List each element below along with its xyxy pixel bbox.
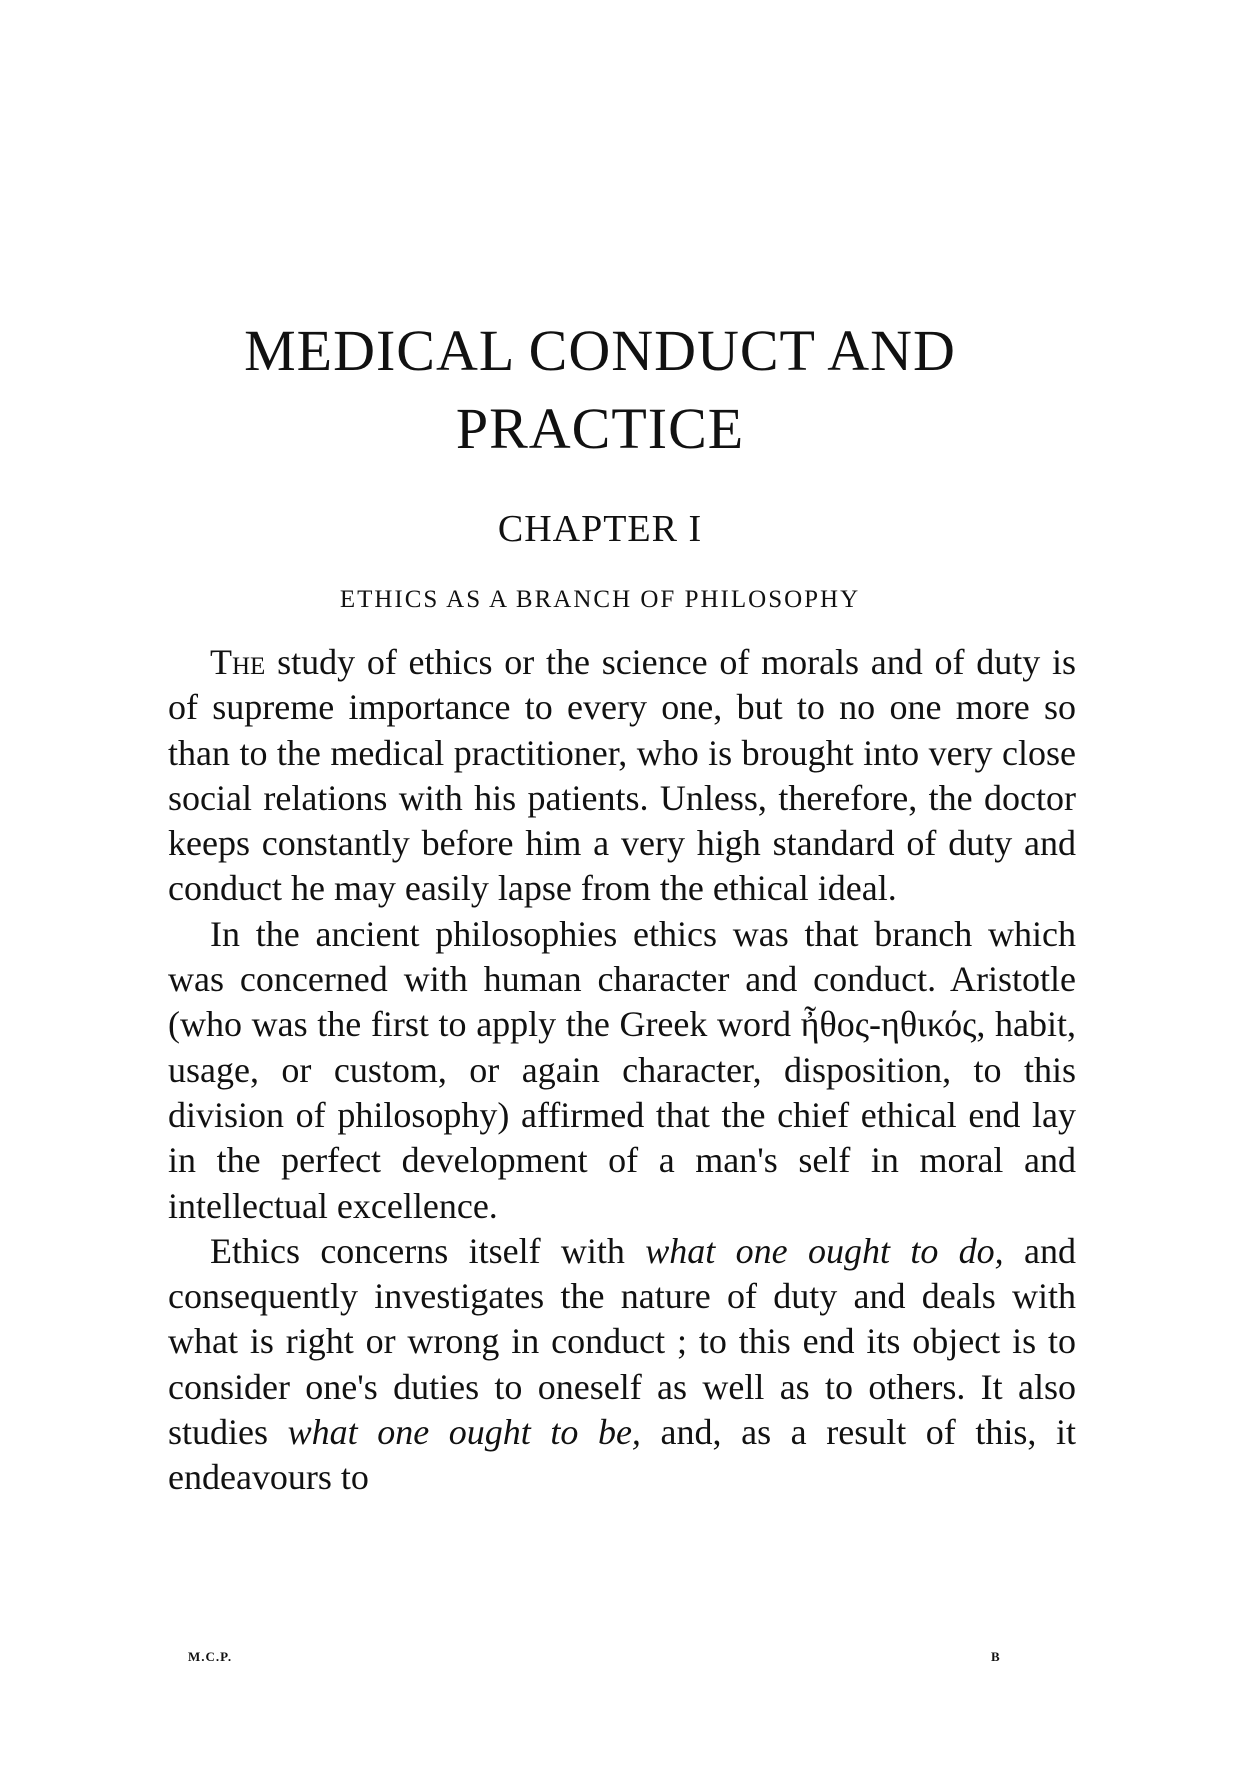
chapter-heading: CHAPTER I [497, 508, 703, 550]
paragraph-2-text-b: , habit, usage, or custom, or again character, disposition, to this division of philosophy) affirmed that the chief ethical end lay in the perfect development of a man's self in moral and intellectual excellence. [168, 1004, 1076, 1226]
paragraph-3-italic-a: what one ought to do, [645, 1230, 1004, 1271]
paragraph-2-text-a: In the ancient philosophies ethics was that branch which was concerned with human character and conduct. Aristotle (who was the first to apply the Greek word [168, 913, 1076, 1045]
chapter-subtitle: ETHICS AS A BRANCH OF PHILOSOPHY [339, 586, 861, 613]
paragraph-3-text-a: Ethics concerns itself with [210, 1230, 646, 1271]
book-title-line-1: MEDICAL CONDUCT AND [244, 318, 956, 383]
body-text [168, 640, 1076, 1501]
paragraph-2 [168, 912, 1076, 1229]
footer-signature: M.C.P. [188, 1649, 233, 1664]
greek-word: ἦθος-ηθικός [800, 1004, 977, 1045]
paragraph-3-text-b: and consequently investigates the nature of duty and deals with what is right or wrong in conduct ; to this end its object is to consider one's duties to oneself as well as to others. It also studies [168, 1230, 1077, 1453]
paragraph-3-italic-b: what one ought to be, [287, 1412, 641, 1453]
paragraph-1-lead: The [210, 642, 266, 682]
paragraph-1-text: study of ethics or the science of morals and of duty is of supreme importance to every one, but to no one more so than to the medical practitioner, who is brought into very close social relations with his patients. Unless, therefore, the doctor keeps constantly before him a very high standard of duty and conduct he may easily lapse from the ethical ideal. [168, 642, 1076, 909]
paragraph-3 [168, 1229, 1076, 1501]
book-title-line-2: PRACTICE [455, 396, 745, 461]
paragraph-1 [168, 640, 1076, 912]
footer-signature-letter: B [991, 1649, 1001, 1664]
paragraph-3-text-c: and, as a result of this, it endeavours to [168, 1412, 1076, 1498]
